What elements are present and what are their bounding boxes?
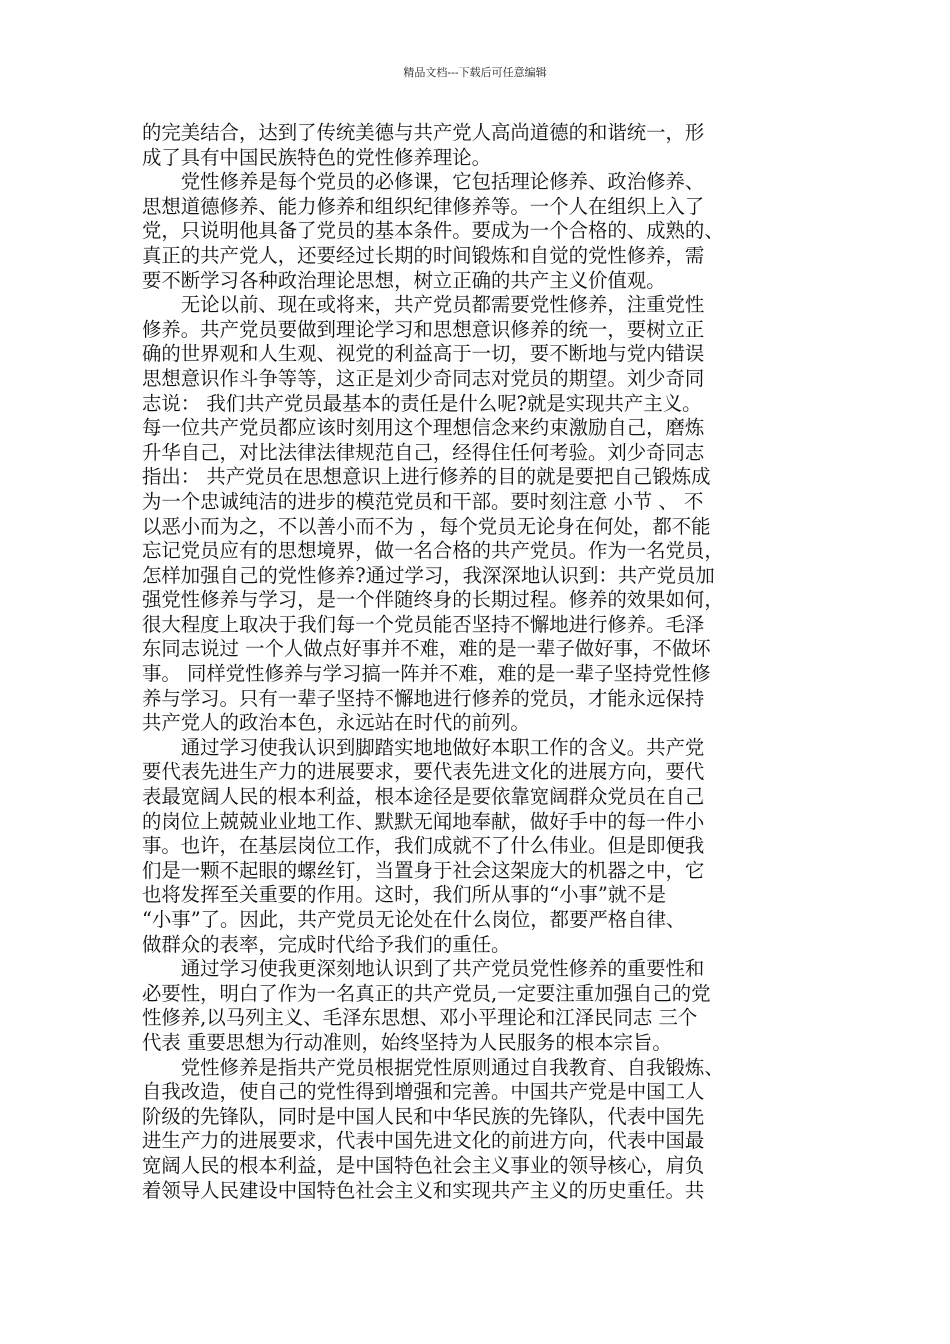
text-line: 升华自己，对比法律法律规范自己，经得住任何考验。刘少奇同志 <box>142 440 705 464</box>
text-line: 进生产力的进展要求，代表中国先进文化的前进方向，代表中国最 <box>142 1129 705 1153</box>
text-line: 自我改造，使自己的党性得到增强和完善。中国共产党是中国工人 <box>142 1080 705 1104</box>
text-line: 很大程度上取决于我们每一个党员能否坚持不懈地进行修养。毛泽 <box>142 612 705 636</box>
paragraph <box>142 736 810 957</box>
text-line: 也将发挥至关重要的作用。这时，我们所从事的“小事”就不是 <box>142 883 666 907</box>
text-line: 党，只说明他具备了党员的基本条件。要成为一个合格的、成熟的、 <box>142 219 724 243</box>
paragraph <box>142 293 810 736</box>
text-line: 的完美结合，达到了传统美德与共产党人高尚道德的和谐统一，形 <box>142 121 705 144</box>
text-line: 要代表先进生产力的进展要求，要代表先进文化的进展方向，要代 <box>142 760 705 784</box>
text-line: 成了具有中国民族特色的党性修养理论。 <box>142 145 492 169</box>
text-line: 党性修养是指共产党员根据党性原则通过自我教育、自我锻炼、 <box>142 1055 724 1079</box>
text-line: 思想道德修养、能力修养和组织纪律修养等。一个人在组织上入了 <box>142 194 705 218</box>
text-line: 指出： 共产党员在思想意识上进行修养的目的就是要把自己锻炼成 <box>142 465 711 489</box>
text-line: 以恶小而为之，不以善小而不为 ，每个党员无论身在何处，都不能 <box>142 514 711 538</box>
text-line: 通过学习使我更深刻地认识到了共产党员党性修养的重要性和 <box>142 957 705 981</box>
paragraph <box>142 121 810 170</box>
paragraph <box>142 1056 810 1204</box>
text-line: 要不断学习各种政治理论思想，树立正确的共产主义价值观。 <box>142 268 666 292</box>
text-line: 志说： 我们共产党员最基本的责任是什么呢?就是实现共产主义。 <box>142 391 702 415</box>
text-line: 们是一颗不起眼的螺丝钉，当置身于社会这架庞大的机器之中，它 <box>142 858 705 882</box>
text-line: 强党性修养与学习，是一个伴随终身的长期过程。修养的效果如何， <box>142 588 724 612</box>
text-line: 必要性，明白了作为一名真正的共产党员,一定要注重加强自己的党 <box>142 981 711 1005</box>
text-line: 养与学习。只有一辈子坚持不懈地进行修养的党员，才能永远保持 <box>142 686 705 710</box>
text-line: 党性修养是每个党员的必修课，它包括理论修养、政治修养、 <box>142 170 705 194</box>
text-line: 怎样加强自己的党性修养?通过学习，我深深地认识到：共产党员加 <box>142 563 715 587</box>
page-header: 精品文档---下载后可任意编辑 <box>403 66 547 79</box>
text-line: 无论以前、现在或将来，共产党员都需要党性修养，注重党性 <box>142 293 705 317</box>
text-line: 确的世界观和人生观、视党的利益高于一切，要不断地与党内错误 <box>142 342 705 366</box>
text-line: 事。也许，在基层岗位工作，我们成就不了什么伟业。但是即便我 <box>142 834 705 858</box>
text-line: 着领导人民建设中国特色社会主义和实现共产主义的历史重任。共 <box>142 1178 705 1202</box>
text-line: 共产党人的政治本色，永远站在时代的前列。 <box>142 711 530 735</box>
text-line: 代表 重要思想为行动准则，始终坚持为人民服务的根本宗旨。 <box>142 1030 672 1054</box>
text-line: 通过学习使我认识到脚踏实地地做好本职工作的含义。共产党 <box>142 735 705 759</box>
text-line: 思想意识作斗争等等，这正是刘少奇同志对党员的期望。刘少奇同 <box>142 366 705 390</box>
text-line: 做群众的表率，完成时代给予我们的重任。 <box>142 932 511 956</box>
text-line: “小事”了。因此，共产党员无论处在什么岗位，都要严格自律、 <box>142 908 686 931</box>
text-line: 每一位共产党员都应该时刻用这个理想信念来约束激励自己，磨炼 <box>142 416 705 440</box>
text-line: 东同志说过 一个人做点好事并不难，难的是一辈子做好事，不做坏 <box>142 637 711 661</box>
text-line: 真正的共产党人，还要经过长期的时间锻炼和自觉的党性修养，需 <box>142 243 705 267</box>
text-line: 表最宽阔人民的根本利益，根本途径是要依靠宽阔群众党员在自己 <box>142 785 705 809</box>
text-line: 性修养,以马列主义、毛泽东思想、邓小平理论和江泽民同志 三个 <box>142 1006 698 1030</box>
text-line: 宽阔人民的根本利益，是中国特色社会主义事业的领导核心，肩负 <box>142 1153 705 1177</box>
text-line: 忘记党员应有的思想境界，做一名合格的共产党员。作为一名党员， <box>142 539 724 563</box>
paragraph <box>142 957 810 1055</box>
paragraph <box>142 170 810 293</box>
text-line: 阶级的先锋队，同时是中国人民和中华民族的先锋队，代表中国先 <box>142 1104 705 1128</box>
document-body <box>142 121 810 1203</box>
text-line: 为一个忠诚纯洁的进步的模范党员和干部。要时刻注意 小节 、 不 <box>142 489 704 513</box>
text-line: 事。 同样党性修养与学习搞一阵并不难，难的是一辈子坚持党性修 <box>142 662 711 686</box>
text-line: 修养。共产党员要做到理论学习和思想意识修养的统一，要树立正 <box>142 317 705 341</box>
text-line: 的岗位上兢兢业业地工作、默默无闻地奉献，做好手中的每一件小 <box>142 809 705 833</box>
